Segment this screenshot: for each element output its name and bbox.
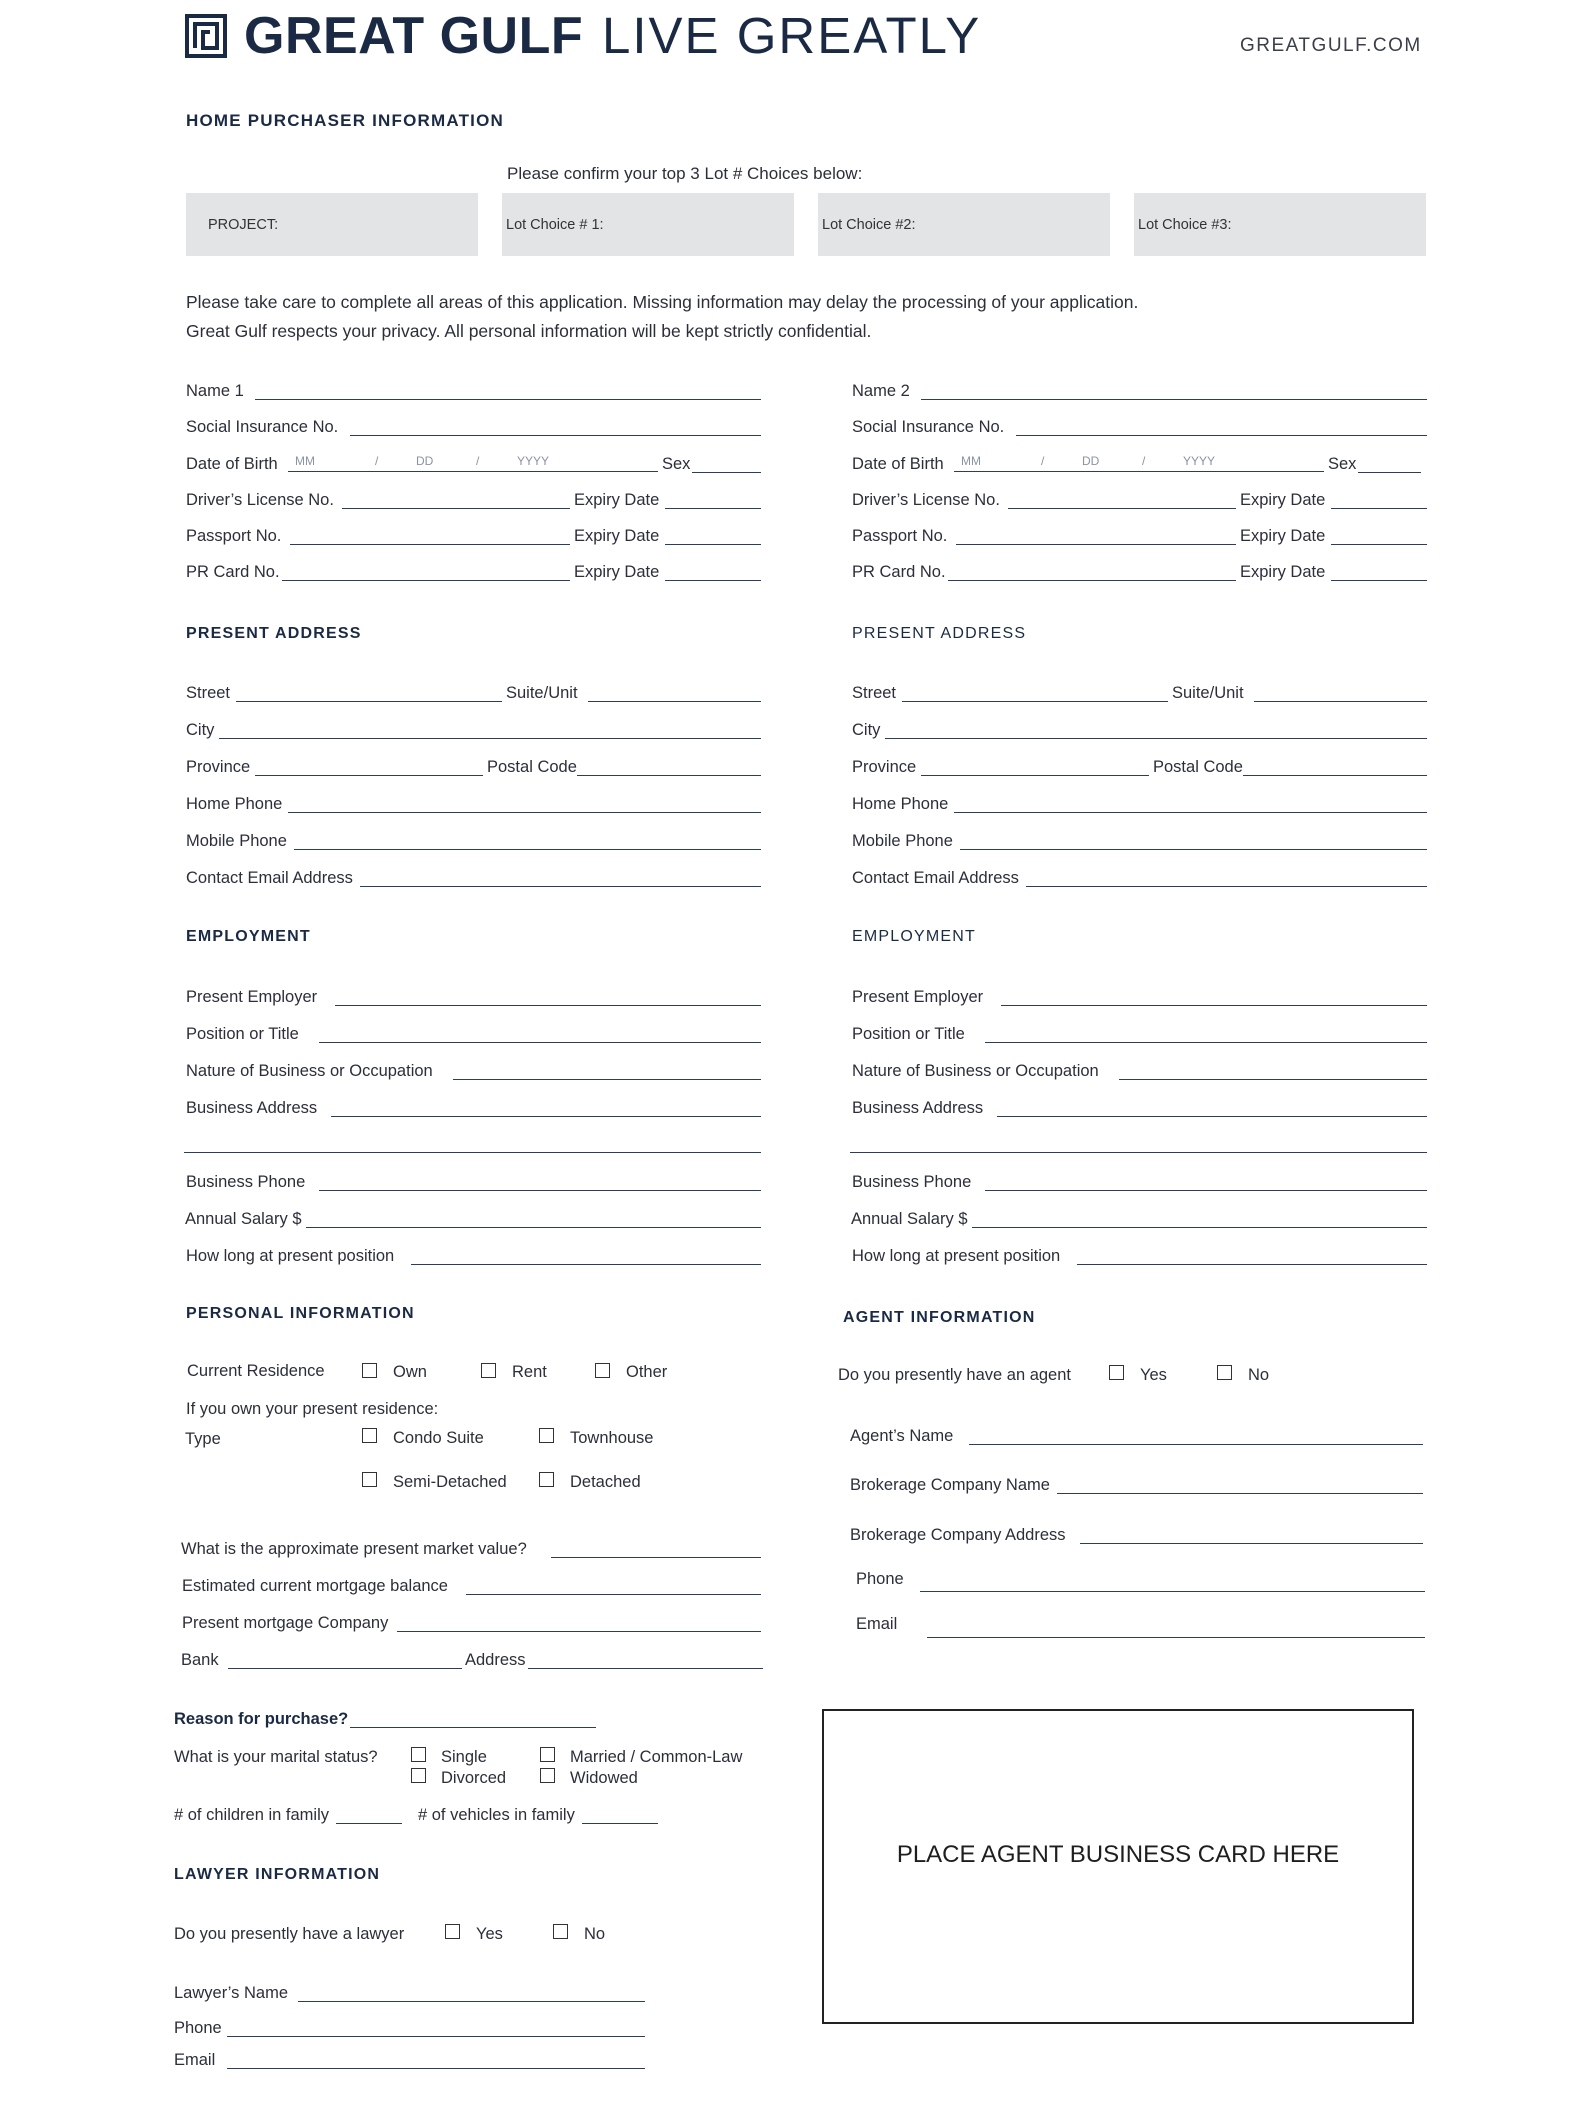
pr-card-2-expiry-field[interactable] <box>1331 580 1427 581</box>
type-semi-checkbox[interactable] <box>362 1472 377 1487</box>
nature-2-label: Nature of Business or Occupation <box>852 1062 1099 1080</box>
sex-1-label: Sex <box>662 455 691 473</box>
lot-choice-3-label: Lot Choice #3: <box>1138 217 1232 233</box>
dob-1-sep-2: / <box>476 454 480 468</box>
position-2-field[interactable] <box>985 1042 1427 1043</box>
residence-other-label: Other <box>626 1363 668 1381</box>
agent-email-label: Email <box>856 1615 898 1633</box>
type-label: Type <box>185 1430 221 1448</box>
mobile-phone-1-label: Mobile Phone <box>186 832 287 850</box>
home-phone-1-label: Home Phone <box>186 795 283 813</box>
province-2-field[interactable] <box>921 775 1149 776</box>
lawyer-email-field[interactable] <box>227 2068 645 2069</box>
position-1-label: Position or Title <box>186 1025 299 1043</box>
pr-card-2-field[interactable] <box>948 580 1236 581</box>
email-2-field[interactable] <box>1026 886 1427 887</box>
great-gulf-logo-mark <box>185 14 227 58</box>
type-townhouse-label: Townhouse <box>570 1429 654 1447</box>
sin-1-field[interactable] <box>350 435 761 436</box>
home-phone-2-field[interactable] <box>954 812 1427 813</box>
agent-yes-label: Yes <box>1140 1366 1167 1384</box>
lot-choice-2-field[interactable] <box>818 193 1110 256</box>
lawyer-phone-label: Phone <box>174 2019 222 2037</box>
business-phone-1-label: Business Phone <box>186 1173 306 1191</box>
salary-2-field[interactable] <box>972 1227 1427 1228</box>
province-1-label: Province <box>186 758 251 776</box>
type-condo-checkbox[interactable] <box>362 1428 377 1443</box>
dob-2-sep-2: / <box>1142 454 1146 468</box>
sex-1-field[interactable] <box>692 472 761 473</box>
license-1-expiry-label: Expiry Date <box>574 491 660 509</box>
how-long-1-label: How long at present position <box>186 1247 395 1265</box>
dob-1-sep-1: / <box>375 454 379 468</box>
address-2-heading: PRESENT ADDRESS <box>852 625 1027 642</box>
address-1-heading: PRESENT ADDRESS <box>186 625 362 642</box>
bank-label: Bank <box>181 1651 219 1669</box>
dob-1-dd: DD <box>416 454 434 468</box>
agent-yes-checkbox[interactable] <box>1109 1365 1124 1380</box>
lawyer-question: Do you presently have a lawyer <box>174 1925 405 1943</box>
type-semi-label: Semi-Detached <box>393 1473 507 1491</box>
website-link[interactable]: GREATGULF.COM <box>1240 35 1422 56</box>
license-1-expiry-field[interactable] <box>665 508 761 509</box>
lot-choice-1-field[interactable] <box>502 193 794 256</box>
name-1-label: Name 1 <box>186 382 244 400</box>
agent-no-label: No <box>1248 1366 1270 1384</box>
lot-choice-1-label: Lot Choice # 1: <box>506 217 604 233</box>
business-address-2-label: Business Address <box>852 1099 984 1117</box>
how-long-2-label: How long at present position <box>852 1247 1061 1265</box>
mobile-phone-2-field[interactable] <box>960 849 1427 850</box>
sex-2-field[interactable] <box>1358 472 1421 473</box>
if-own-label: If you own your present residence: <box>186 1400 439 1418</box>
dob-2-yyyy: YYYY <box>1183 454 1216 468</box>
agent-phone-field[interactable] <box>920 1591 1425 1592</box>
brand-tagline: LIVE GREATLY <box>602 7 982 64</box>
project-field[interactable] <box>186 193 478 256</box>
passport-2-expiry-label: Expiry Date <box>1240 527 1326 545</box>
marital-married-label: Married / Common-Law <box>570 1748 743 1766</box>
business-address-1-field-line-2[interactable] <box>184 1152 761 1153</box>
brokerage-name-field[interactable] <box>1057 1493 1423 1494</box>
vehicles-label: # of vehicles in family <box>418 1806 575 1824</box>
marital-label: What is your marital status? <box>174 1748 378 1766</box>
pr-card-1-expiry-field[interactable] <box>665 580 761 581</box>
agent-phone-label: Phone <box>856 1570 904 1588</box>
city-2-field[interactable] <box>885 738 1427 739</box>
business-address-1-label: Business Address <box>186 1099 318 1117</box>
marital-divorced-checkbox[interactable] <box>411 1768 426 1783</box>
business-address-2-field-line-2[interactable] <box>850 1152 1427 1153</box>
passport-1-expiry-field[interactable] <box>665 544 761 545</box>
marital-widowed-checkbox[interactable] <box>540 1768 555 1783</box>
sex-2-label: Sex <box>1328 455 1357 473</box>
nature-1-label: Nature of Business or Occupation <box>186 1062 433 1080</box>
sin-2-label: Social Insurance No. <box>852 418 1005 436</box>
dob-1-mm: MM <box>295 454 315 468</box>
employer-1-label: Present Employer <box>186 988 318 1006</box>
vehicles-field[interactable] <box>582 1823 658 1824</box>
employer-1-field[interactable] <box>335 1005 761 1006</box>
employment-2-heading: EMPLOYMENT <box>852 928 977 945</box>
pr-card-2-label: PR Card No. <box>852 563 946 581</box>
lawyer-yes-label: Yes <box>476 1925 503 1943</box>
dob-1-label: Date of Birth <box>186 455 278 473</box>
passport-2-field[interactable] <box>956 544 1236 545</box>
email-2-label: Contact Email Address <box>852 869 1019 887</box>
license-2-field[interactable] <box>1008 508 1236 509</box>
type-condo-label: Condo Suite <box>393 1429 484 1447</box>
marital-married-checkbox[interactable] <box>540 1747 555 1762</box>
agent-heading: AGENT INFORMATION <box>843 1309 1036 1326</box>
mortgage-balance-field[interactable] <box>466 1594 761 1595</box>
employer-2-label: Present Employer <box>852 988 984 1006</box>
street-2-field[interactable] <box>902 701 1168 702</box>
name-2-label: Name 2 <box>852 382 910 400</box>
passport-1-label: Passport No. <box>186 527 282 545</box>
children-field[interactable] <box>336 1823 402 1824</box>
salary-1-label: Annual Salary $ <box>185 1210 302 1228</box>
passport-1-field[interactable] <box>290 544 570 545</box>
brokerage-name-label: Brokerage Company Name <box>850 1476 1050 1494</box>
street-2-label: Street <box>852 684 897 702</box>
brokerage-address-label: Brokerage Company Address <box>850 1526 1066 1544</box>
agent-email-field[interactable] <box>927 1637 1425 1638</box>
marital-widowed-label: Widowed <box>570 1769 638 1787</box>
lawyer-phone-field[interactable] <box>227 2036 645 2037</box>
type-townhouse-checkbox[interactable] <box>539 1428 554 1443</box>
suite-2-label: Suite/Unit <box>1172 684 1244 702</box>
name-2-field[interactable] <box>921 399 1427 400</box>
postal-1-label: Postal Code <box>487 758 577 776</box>
suite-2-field[interactable] <box>1254 701 1427 702</box>
children-label: # of children in family <box>174 1806 329 1824</box>
sin-1-label: Social Insurance No. <box>186 418 339 436</box>
lot-prompt: Please confirm your top 3 Lot # Choices below: <box>507 164 863 183</box>
street-1-label: Street <box>186 684 231 702</box>
postal-2-field[interactable] <box>1243 775 1427 776</box>
dob-2-label: Date of Birth <box>852 455 944 473</box>
mortgage-balance-label: Estimated current mortgage balance <box>182 1577 448 1595</box>
how-long-1-field[interactable] <box>411 1264 761 1265</box>
sin-2-field[interactable] <box>1016 435 1427 436</box>
license-2-label: Driver’s License No. <box>852 491 1000 509</box>
page-title: HOME PURCHASER INFORMATION <box>186 111 504 130</box>
lawyer-name-label: Lawyer’s Name <box>174 1984 289 2002</box>
business-address-1-field[interactable] <box>331 1116 761 1117</box>
lot-choice-3-field[interactable] <box>1134 193 1426 256</box>
project-label: PROJECT: <box>208 217 279 233</box>
name-1-field[interactable] <box>255 399 761 400</box>
lawyer-email-label: Email <box>174 2051 216 2069</box>
agent-name-label: Agent’s Name <box>850 1427 954 1445</box>
mobile-phone-1-field[interactable] <box>294 849 761 850</box>
how-long-2-field[interactable] <box>1077 1264 1427 1265</box>
dob-1-yyyy: YYYY <box>517 454 550 468</box>
dob-2-field[interactable] <box>954 471 1324 472</box>
brand-name: GREAT GULF <box>244 7 584 65</box>
lawyer-yes-checkbox[interactable] <box>445 1924 460 1939</box>
mobile-phone-2-label: Mobile Phone <box>852 832 953 850</box>
agent-no-checkbox[interactable] <box>1217 1365 1232 1380</box>
nature-1-field[interactable] <box>453 1079 761 1080</box>
email-1-field[interactable] <box>360 886 761 887</box>
home-phone-2-label: Home Phone <box>852 795 949 813</box>
bank-address-field[interactable] <box>528 1668 763 1669</box>
brokerage-address-field[interactable] <box>1080 1543 1423 1544</box>
pr-card-1-field[interactable] <box>282 580 570 581</box>
marital-divorced-label: Divorced <box>441 1769 507 1787</box>
intro-line-2: Great Gulf respects your privacy. All personal information will be kept strictly confidential. <box>186 321 872 341</box>
market-value-label: What is the approximate present market value? <box>181 1540 527 1558</box>
position-2-label: Position or Title <box>852 1025 965 1043</box>
dob-2-sep-1: / <box>1041 454 1045 468</box>
market-value-field[interactable] <box>551 1557 761 1558</box>
lawyer-no-checkbox[interactable] <box>553 1924 568 1939</box>
bank-address-label: Address <box>465 1651 526 1669</box>
type-detached-checkbox[interactable] <box>539 1472 554 1487</box>
residence-own-label: Own <box>393 1363 427 1381</box>
pr-card-1-label: PR Card No. <box>186 563 280 581</box>
dob-2-dd: DD <box>1082 454 1100 468</box>
employment-1-heading: EMPLOYMENT <box>186 928 311 945</box>
reason-label: Reason for purchase? <box>174 1710 349 1728</box>
agent-name-field[interactable] <box>969 1444 1423 1445</box>
bank-field[interactable] <box>228 1668 462 1669</box>
position-1-field[interactable] <box>319 1042 761 1043</box>
city-1-field[interactable] <box>219 738 761 739</box>
salary-1-field[interactable] <box>306 1227 761 1228</box>
nature-2-field[interactable] <box>1119 1079 1427 1080</box>
residence-rent-label: Rent <box>512 1363 547 1381</box>
mortgage-company-label: Present mortgage Company <box>182 1614 389 1632</box>
passport-2-label: Passport No. <box>852 527 948 545</box>
street-1-field[interactable] <box>236 701 502 702</box>
business-phone-1-field[interactable] <box>319 1190 761 1191</box>
residence-other-checkbox[interactable] <box>595 1363 610 1378</box>
type-detached-label: Detached <box>570 1473 641 1491</box>
passport-2-expiry-field[interactable] <box>1331 544 1427 545</box>
reason-field[interactable] <box>350 1727 596 1728</box>
lawyer-heading: LAWYER INFORMATION <box>174 1866 381 1883</box>
marital-single-checkbox[interactable] <box>411 1747 426 1762</box>
employer-2-field[interactable] <box>1001 1005 1427 1006</box>
pr-card-1-expiry-label: Expiry Date <box>574 563 660 581</box>
email-1-label: Contact Email Address <box>186 869 353 887</box>
passport-1-expiry-label: Expiry Date <box>574 527 660 545</box>
suite-1-field[interactable] <box>588 701 761 702</box>
agent-business-card-text: PLACE AGENT BUSINESS CARD HERE <box>896 1841 1340 1868</box>
postal-2-label: Postal Code <box>1153 758 1243 776</box>
lawyer-name-field[interactable] <box>298 2001 645 2002</box>
pr-card-2-expiry-label: Expiry Date <box>1240 563 1326 581</box>
dob-1-field[interactable] <box>288 471 658 472</box>
marital-single-label: Single <box>441 1748 487 1766</box>
residence-own-checkbox[interactable] <box>362 1363 377 1378</box>
license-2-expiry-field[interactable] <box>1331 508 1427 509</box>
personal-heading: PERSONAL INFORMATION <box>186 1305 415 1322</box>
residence-rent-checkbox[interactable] <box>481 1363 496 1378</box>
city-2-label: City <box>852 721 881 739</box>
lot-choice-2-label: Lot Choice #2: <box>822 217 916 233</box>
business-phone-2-label: Business Phone <box>852 1173 972 1191</box>
current-residence-label: Current Residence <box>187 1362 325 1380</box>
province-1-field[interactable] <box>255 775 483 776</box>
license-1-field[interactable] <box>342 508 570 509</box>
suite-1-label: Suite/Unit <box>506 684 578 702</box>
city-1-label: City <box>186 721 215 739</box>
home-phone-1-field[interactable] <box>288 812 761 813</box>
dob-2-mm: MM <box>961 454 981 468</box>
province-2-label: Province <box>852 758 917 776</box>
intro-line-1: Please take care to complete all areas of this application. Missing information may delay the processing of your application. <box>186 292 1139 312</box>
agent-question: Do you presently have an agent <box>838 1366 1071 1384</box>
postal-1-field[interactable] <box>577 775 761 776</box>
salary-2-label: Annual Salary $ <box>851 1210 968 1228</box>
business-address-2-field[interactable] <box>997 1116 1427 1117</box>
business-phone-2-field[interactable] <box>985 1190 1427 1191</box>
license-1-label: Driver’s License No. <box>186 491 334 509</box>
license-2-expiry-label: Expiry Date <box>1240 491 1326 509</box>
mortgage-company-field[interactable] <box>397 1631 761 1632</box>
lawyer-no-label: No <box>584 1925 606 1943</box>
